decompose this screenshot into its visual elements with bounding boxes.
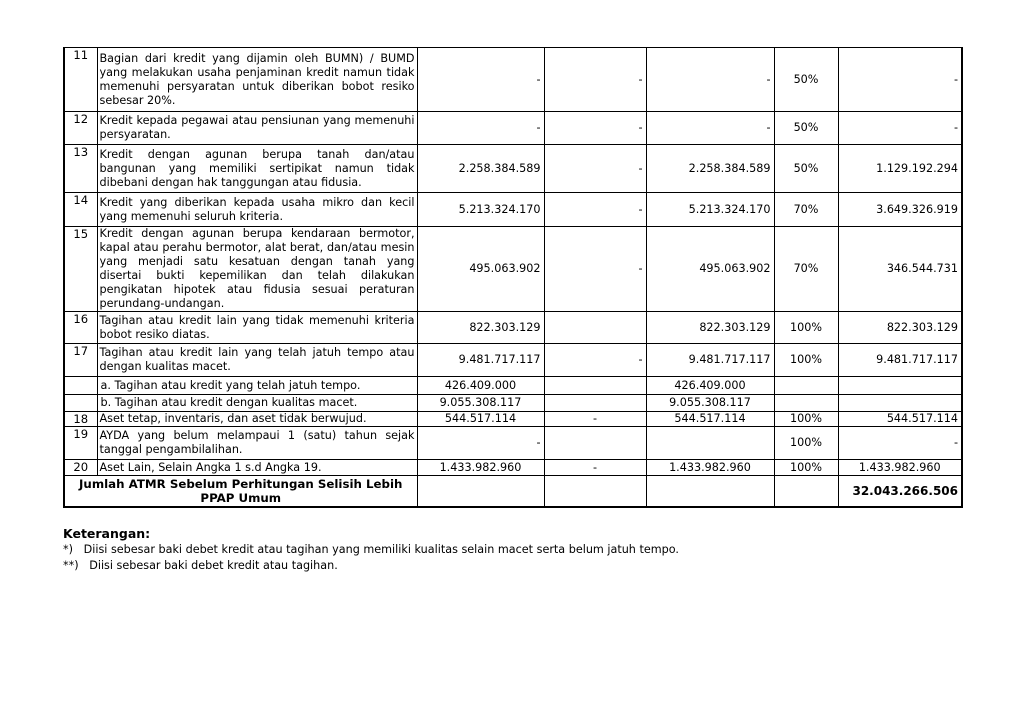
row-number: 11 bbox=[64, 48, 97, 112]
col-atmr: 346.544.731 bbox=[838, 227, 962, 312]
row-description: Tagihan atau kredit lain yang telah jatuh tempo atau dengan kualitas macet. bbox=[97, 344, 417, 377]
col-atmr: 1.433.982.960 bbox=[838, 460, 962, 476]
table-row bbox=[64, 395, 962, 412]
col-atmr: - bbox=[838, 48, 962, 112]
row-description: b. Tagihan atau kredit dengan kualitas macet. bbox=[97, 395, 417, 412]
row-description: AYDA yang belum melampaui 1 (satu) tahun sejak tanggal pengambilalihan. bbox=[97, 427, 417, 460]
col-atmr: - bbox=[838, 112, 962, 145]
col-net: 495.063.902 bbox=[646, 227, 774, 312]
col-atmr bbox=[838, 377, 962, 395]
row-description: Bagian dari kredit yang dijamin oleh BUMN) / BUMD yang melakukan usaha penjaminan kredit namun tidak memenuhi persyaratan untuk diberikan bobot resiko sebesar 20%. bbox=[97, 48, 417, 112]
row-number: 12 bbox=[64, 112, 97, 145]
col-ppap: - bbox=[544, 227, 646, 312]
col-atmr: 822.303.129 bbox=[838, 312, 962, 344]
col-net: 9.481.717.117 bbox=[646, 344, 774, 377]
col-baki-debet: 9.481.717.117 bbox=[417, 344, 544, 377]
table-row bbox=[64, 227, 962, 312]
total-empty-cell bbox=[774, 476, 838, 507]
total-empty-cell bbox=[417, 476, 544, 507]
row-description: a. Tagihan atau kredit yang telah jatuh tempo. bbox=[97, 377, 417, 395]
row-number: 18 bbox=[64, 412, 97, 427]
col-atmr bbox=[838, 395, 962, 412]
col-bobot-resiko: 100% bbox=[774, 312, 838, 344]
col-bobot-resiko bbox=[774, 377, 838, 395]
col-net: 544.517.114 bbox=[646, 412, 774, 427]
row-number: 19 bbox=[64, 427, 97, 460]
col-baki-debet: 495.063.902 bbox=[417, 227, 544, 312]
total-row bbox=[64, 476, 962, 507]
col-net: 426.409.000 bbox=[646, 377, 774, 395]
col-ppap: - bbox=[544, 145, 646, 193]
col-atmr: 3.649.326.919 bbox=[838, 193, 962, 227]
col-baki-debet: - bbox=[417, 112, 544, 145]
col-bobot-resiko: 100% bbox=[774, 427, 838, 460]
col-net: - bbox=[646, 112, 774, 145]
col-ppap bbox=[544, 395, 646, 412]
col-ppap: - bbox=[544, 193, 646, 227]
row-number: 17 bbox=[64, 344, 97, 377]
col-bobot-resiko: 70% bbox=[774, 193, 838, 227]
col-net: 9.055.308.117 bbox=[646, 395, 774, 412]
col-bobot-resiko: 50% bbox=[774, 48, 838, 112]
col-net: 5.213.324.170 bbox=[646, 193, 774, 227]
col-ppap bbox=[544, 427, 646, 460]
notes-title: Keterangan: bbox=[63, 526, 151, 541]
row-description: Kredit dengan agunan berupa kendaraan bermotor, kapal atau perahu bermotor, alat berat, dan/atau mesin yang menjadi satu kesatuan dengan tanah yang disertai bukti kepemilikan dan telah dilakukan pengikatan hipotek atau fidusia sesuai peraturan perundang-undangan. bbox=[97, 227, 417, 312]
col-baki-debet: 426.409.000 bbox=[417, 377, 544, 395]
table-row bbox=[64, 312, 962, 344]
col-ppap bbox=[544, 377, 646, 395]
row-number: 15 bbox=[64, 227, 97, 312]
col-baki-debet: 2.258.384.589 bbox=[417, 145, 544, 193]
col-net: - bbox=[646, 48, 774, 112]
row-number: 13 bbox=[64, 145, 97, 193]
col-baki-debet: 544.517.114 bbox=[417, 412, 544, 427]
col-baki-debet: 822.303.129 bbox=[417, 312, 544, 344]
table-row bbox=[64, 412, 962, 427]
row-number: 16 bbox=[64, 312, 97, 344]
atmr-table bbox=[63, 47, 963, 508]
table-row bbox=[64, 344, 962, 377]
col-bobot-resiko: 50% bbox=[774, 112, 838, 145]
table-row bbox=[64, 145, 962, 193]
row-description: Aset Lain, Selain Angka 1 s.d Angka 19. bbox=[97, 460, 417, 476]
row-number: 20 bbox=[64, 460, 97, 476]
total-empty-cell bbox=[544, 476, 646, 507]
total-value: 32.043.266.506 bbox=[838, 476, 962, 507]
col-ppap: - bbox=[544, 412, 646, 427]
total-empty-cell bbox=[646, 476, 774, 507]
total-label: Jumlah ATMR Sebelum Perhitungan Selisih Lebih PPAP Umum bbox=[64, 476, 417, 507]
note-item: *) Diisi sebesar baki debet kredit atau tagihan yang memiliki kualitas selain macet serta belum jatuh tempo. bbox=[63, 543, 679, 556]
row-number bbox=[64, 377, 97, 395]
table-row bbox=[64, 48, 962, 112]
row-description: Tagihan atau kredit lain yang tidak memenuhi kriteria bobot resiko diatas. bbox=[97, 312, 417, 344]
row-number bbox=[64, 395, 97, 412]
col-atmr: 1.129.192.294 bbox=[838, 145, 962, 193]
notes-section bbox=[63, 525, 679, 574]
col-baki-debet: 9.055.308.117 bbox=[417, 395, 544, 412]
table-row bbox=[64, 112, 962, 145]
table-row bbox=[64, 193, 962, 227]
row-description: Kredit dengan agunan berupa tanah dan/atau bangunan yang memiliki sertipikat namun tidak dibebani dengan hak tanggungan atau fidusia. bbox=[97, 145, 417, 193]
table-row bbox=[64, 427, 962, 460]
row-description: Aset tetap, inventaris, dan aset tidak berwujud. bbox=[97, 412, 417, 427]
col-ppap: - bbox=[544, 344, 646, 377]
col-baki-debet: 5.213.324.170 bbox=[417, 193, 544, 227]
col-atmr: - bbox=[838, 427, 962, 460]
col-bobot-resiko: 100% bbox=[774, 344, 838, 377]
note-item: **) Diisi sebesar baki debet kredit atau tagihan. bbox=[63, 559, 338, 572]
col-bobot-resiko: 50% bbox=[774, 145, 838, 193]
col-net: 2.258.384.589 bbox=[646, 145, 774, 193]
col-ppap: - bbox=[544, 112, 646, 145]
col-bobot-resiko bbox=[774, 395, 838, 412]
col-atmr: 544.517.114 bbox=[838, 412, 962, 427]
col-ppap bbox=[544, 312, 646, 344]
col-bobot-resiko: 100% bbox=[774, 412, 838, 427]
col-baki-debet: - bbox=[417, 48, 544, 112]
col-net: 822.303.129 bbox=[646, 312, 774, 344]
row-description: Kredit kepada pegawai atau pensiunan yang memenuhi persyaratan. bbox=[97, 112, 417, 145]
table-row bbox=[64, 460, 962, 476]
col-atmr: 9.481.717.117 bbox=[838, 344, 962, 377]
row-number: 14 bbox=[64, 193, 97, 227]
col-net bbox=[646, 427, 774, 460]
row-description: Kredit yang diberikan kepada usaha mikro dan kecil yang memenuhi seluruh kriteria. bbox=[97, 193, 417, 227]
table-row bbox=[64, 377, 962, 395]
col-ppap: - bbox=[544, 48, 646, 112]
col-baki-debet: 1.433.982.960 bbox=[417, 460, 544, 476]
col-baki-debet: - bbox=[417, 427, 544, 460]
col-bobot-resiko: 100% bbox=[774, 460, 838, 476]
col-ppap: - bbox=[544, 460, 646, 476]
col-bobot-resiko: 70% bbox=[774, 227, 838, 312]
col-net: 1.433.982.960 bbox=[646, 460, 774, 476]
